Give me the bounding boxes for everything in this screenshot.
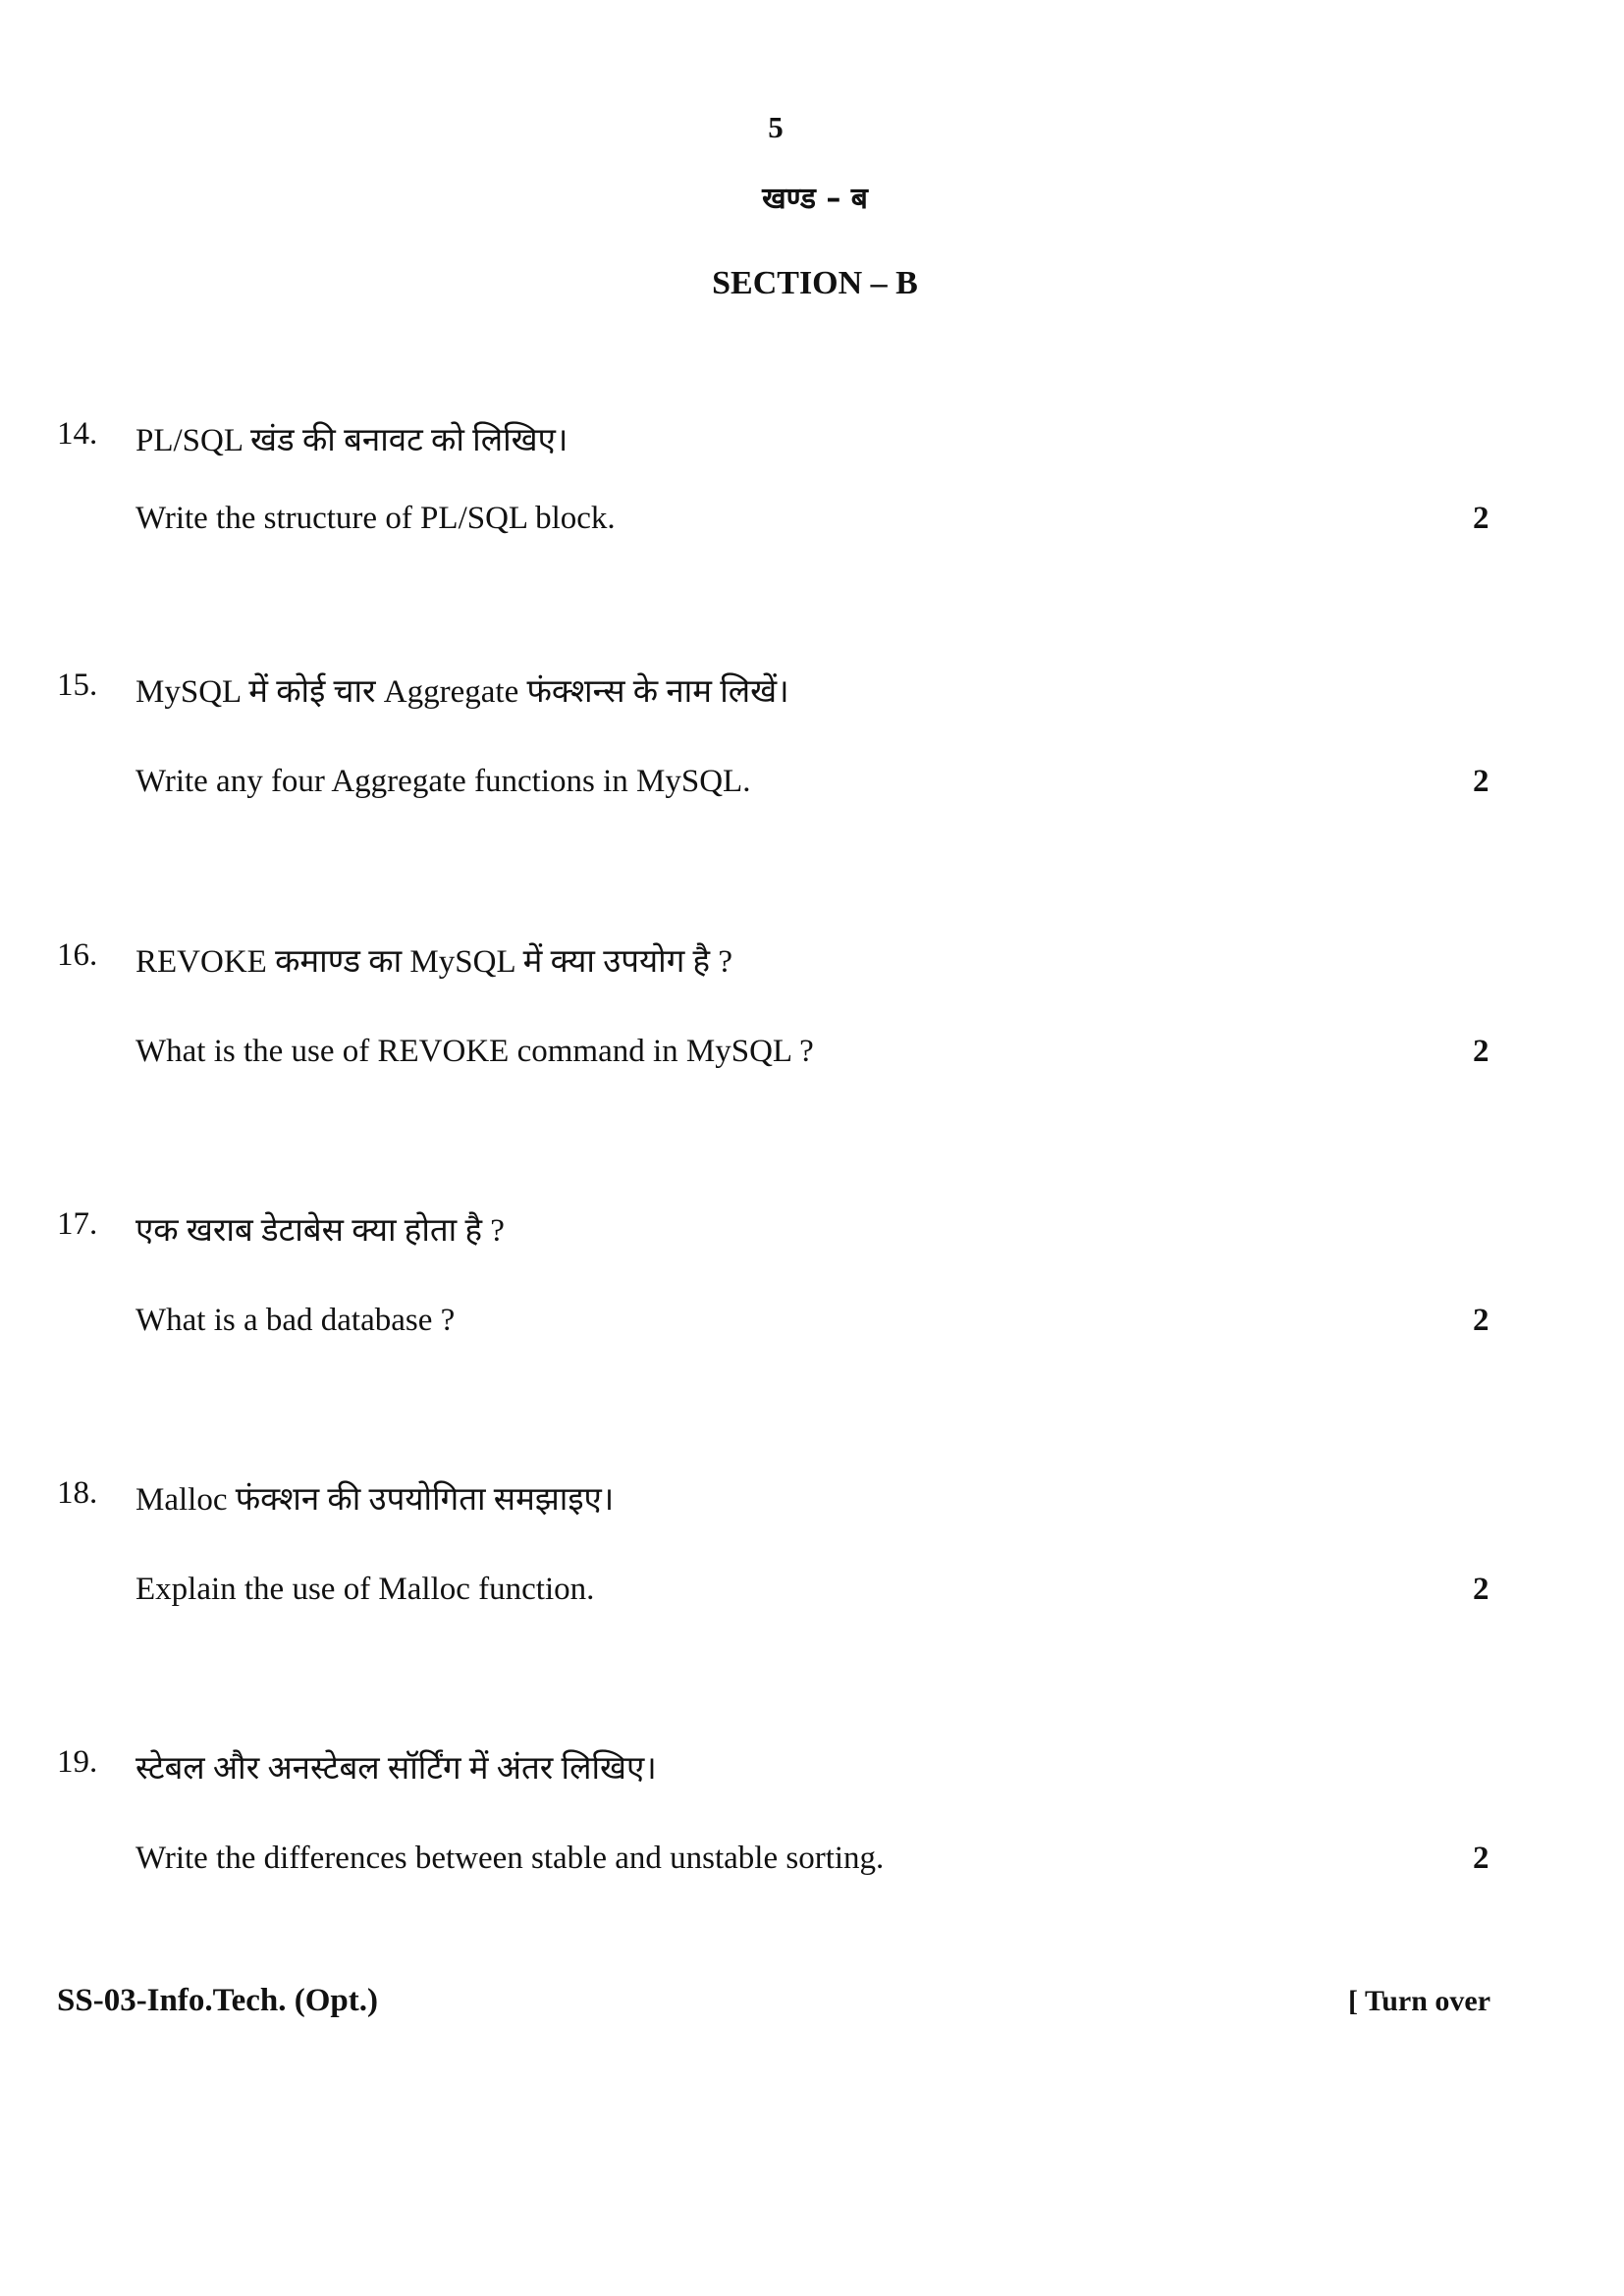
question-text-english: Write any four Aggregate functions in MySQL. — [135, 764, 751, 799]
question-text-hindi: एक खराब डेटाबेस क्या होता है ? — [135, 1213, 505, 1249]
question-text-hindi: REVOKE कमाण्ड का MySQL में क्या उपयोग है ? — [135, 944, 732, 980]
turn-over-note: [ Turn over — [1348, 1985, 1491, 2017]
question-text-english: What is a bad database ? — [135, 1303, 456, 1338]
question-number: 19. — [57, 1744, 98, 1780]
question-text-english: What is the use of REVOKE command in MySQL ? — [135, 1034, 814, 1069]
question-marks: 2 — [1473, 1572, 1489, 1607]
question-text-english: Write the differences between stable and unstable sorting. — [135, 1841, 885, 1876]
question-marks: 2 — [1473, 501, 1489, 536]
page-number: 5 — [768, 110, 784, 144]
question-number: 14. — [57, 416, 98, 452]
question-marks: 2 — [1473, 1841, 1489, 1876]
section-heading-hindi: खण्ड – ब — [762, 182, 868, 216]
question-marks: 2 — [1473, 1034, 1489, 1069]
question-number: 18. — [57, 1475, 98, 1511]
question-marks: 2 — [1473, 1303, 1489, 1338]
question-text-english: Explain the use of Malloc function. — [135, 1572, 595, 1607]
question-text-english: Write the structure of PL/SQL block. — [135, 501, 616, 536]
question-text-hindi: Malloc फंक्शन की उपयोगिता समझाइए। — [135, 1482, 615, 1518]
question-number: 16. — [57, 937, 98, 973]
question-text-hindi: PL/SQL खंड की बनावट को लिखिए। — [135, 423, 568, 458]
question-text-hindi: स्टेबल और अनस्टेबल सॉर्टिंग में अंतर लिखिए। — [135, 1751, 657, 1787]
paper-code: SS-03-Info.Tech. (Opt.) — [57, 1983, 378, 2018]
question-text-hindi: MySQL में कोई चार Aggregate फंक्शन्स के नाम लिखें। — [135, 674, 789, 710]
question-number: 15. — [57, 667, 98, 703]
section-heading-english: SECTION – B — [712, 265, 918, 301]
question-marks: 2 — [1473, 764, 1489, 799]
question-number: 17. — [57, 1206, 98, 1242]
